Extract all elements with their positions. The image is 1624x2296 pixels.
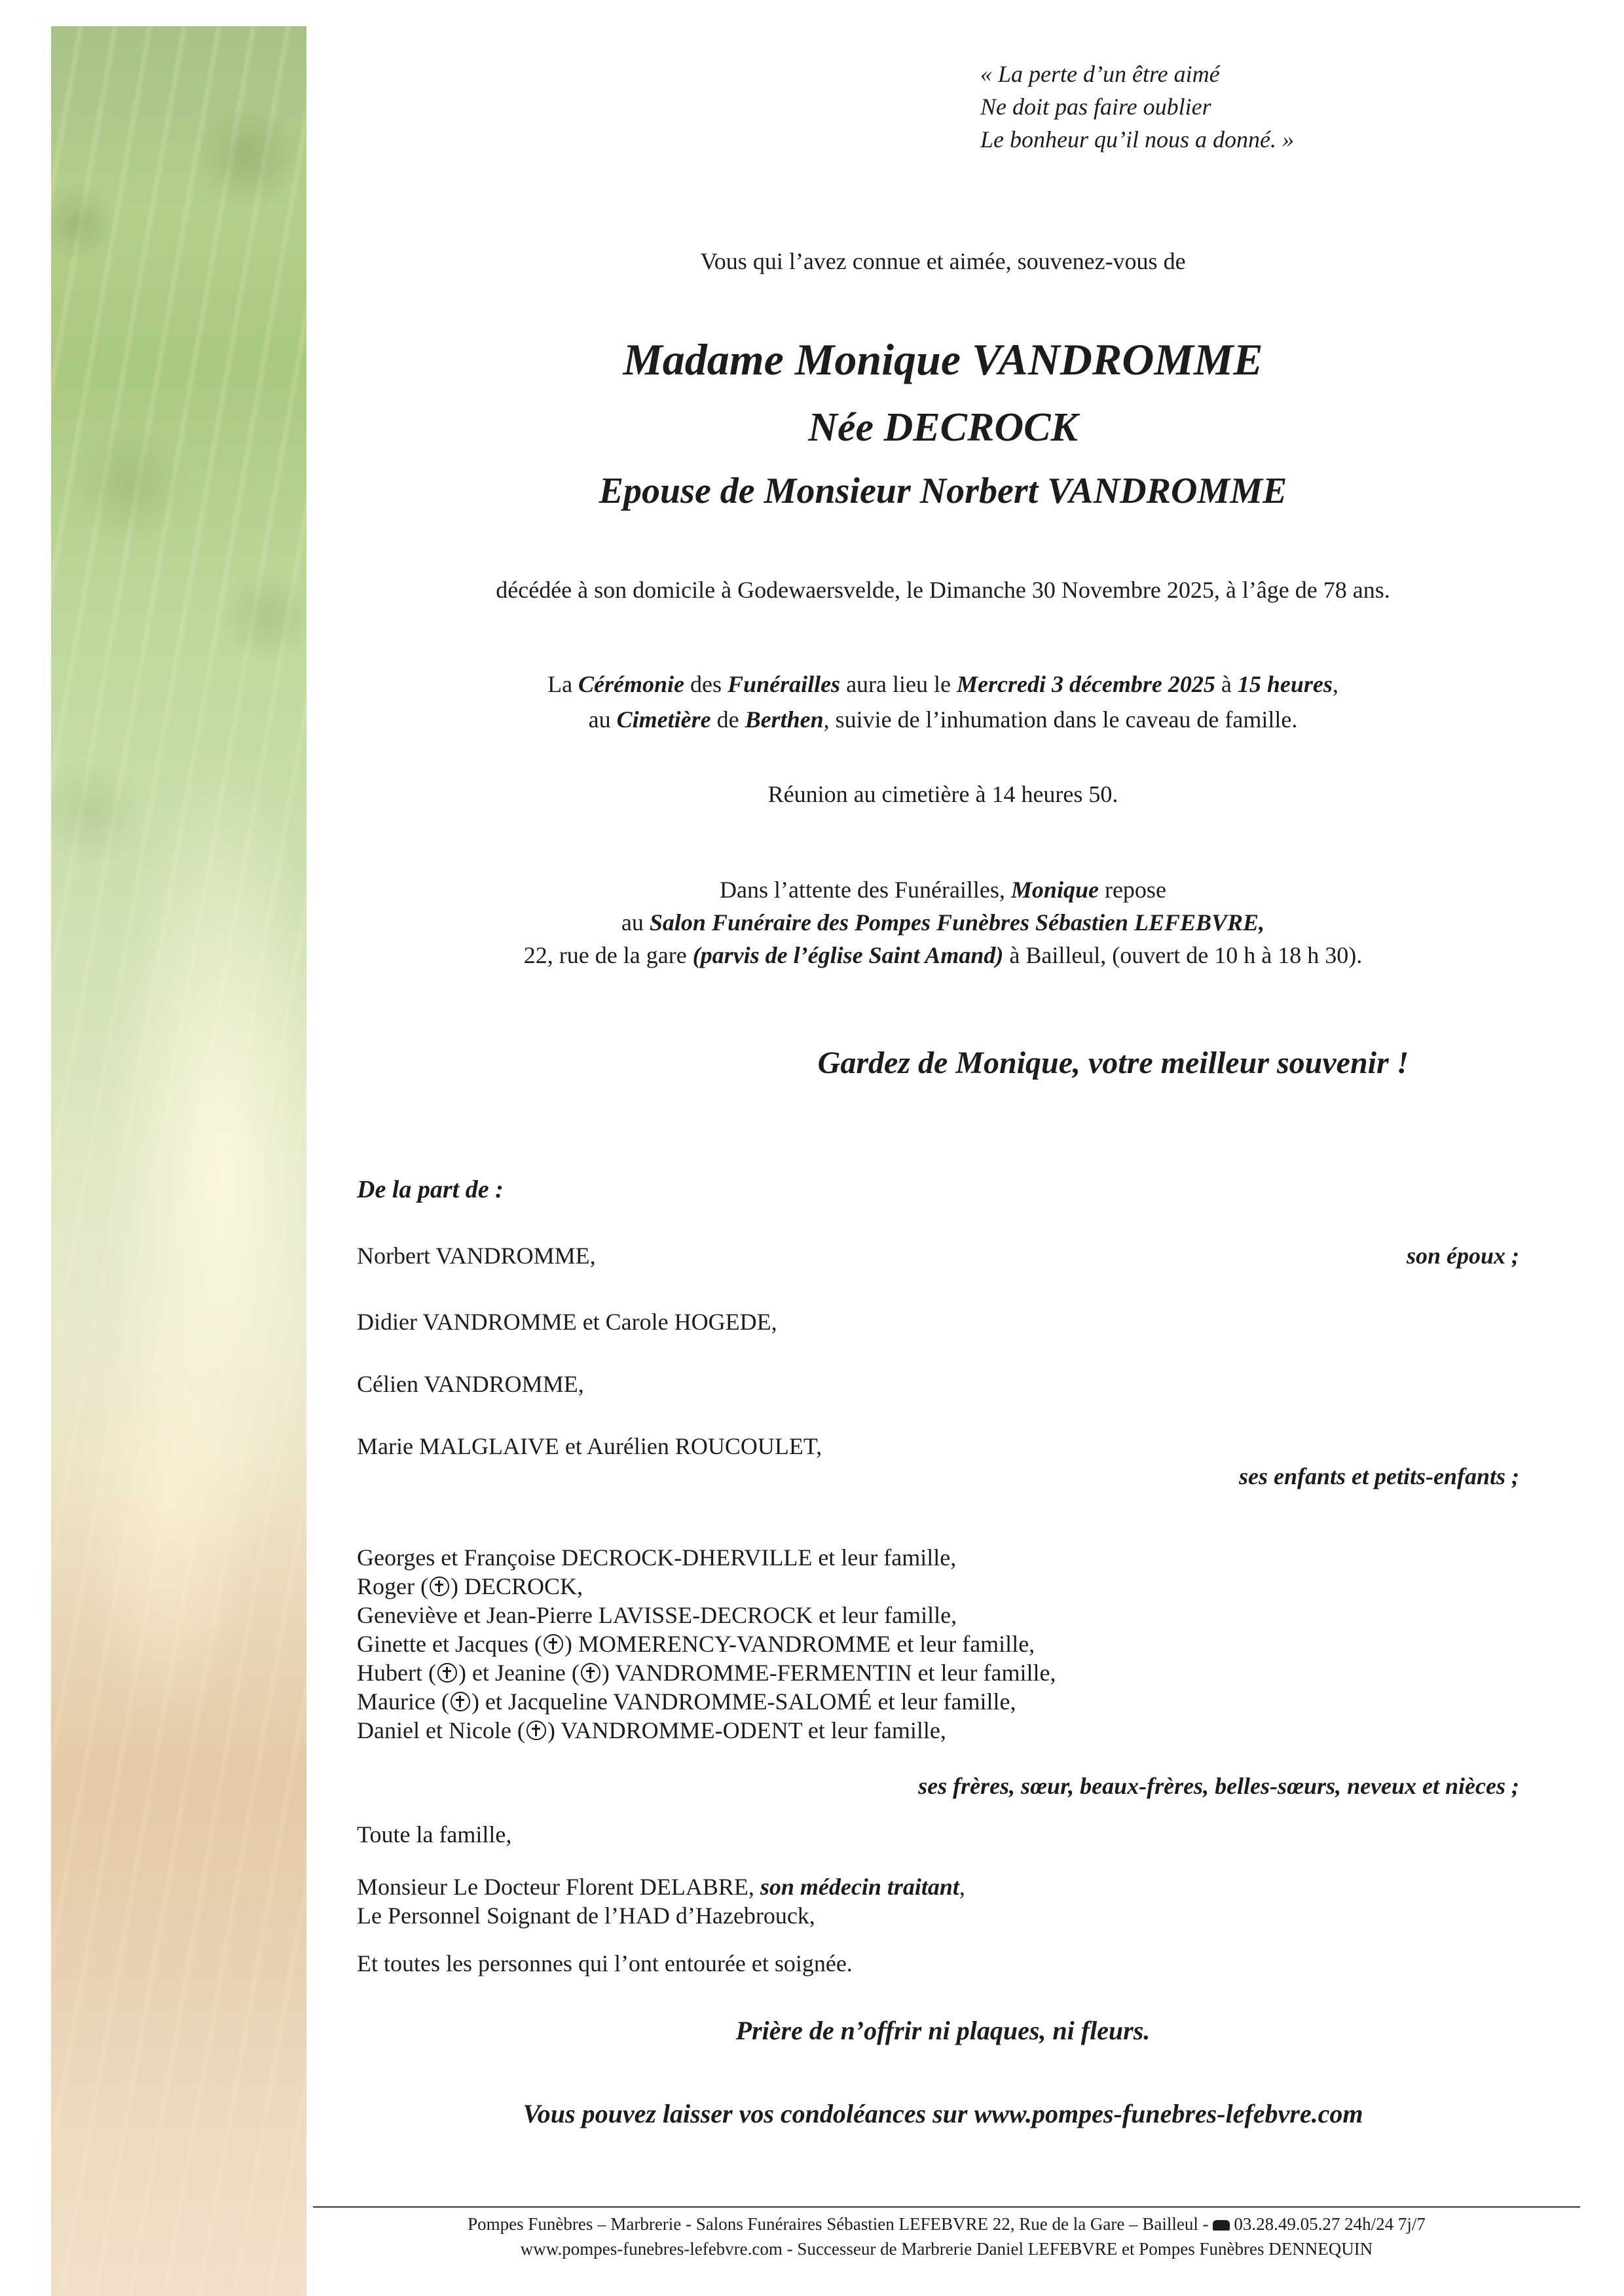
text: à Bailleul, (ouvert de 10 h à 18 h 30). [1003, 942, 1363, 968]
siblings-list [357, 1543, 1056, 1745]
quote-line: Le bonheur qu’il nous a donné. » [980, 126, 1294, 153]
text: Dans l’attente des Funérailles, [720, 877, 1011, 903]
text: au [588, 706, 617, 733]
text: ) et Jacqueline VANDROMME-SALOMÉ et leur famille, [471, 1688, 1016, 1715]
ceremony-place: Berthen [745, 706, 824, 733]
footer-line-1 [313, 2214, 1580, 2234]
text: Ginette et Jacques ( [357, 1631, 542, 1657]
deceased-name: Madame Monique VANDROMME [623, 335, 1263, 384]
footer-text: Pompes Funèbres – Marbrerie - Salons Funéraires Sébastien LEFEBVRE 22, Rue de la Gare – Bailleul - [468, 2214, 1209, 2234]
text: ) VANDROMME-FERMENTIN et leur famille, [601, 1660, 1056, 1686]
phone-icon [1213, 2220, 1230, 2231]
ceremony-time: 15 heures [1237, 671, 1333, 697]
cross-icon [430, 1576, 449, 1596]
text: , [1332, 671, 1338, 697]
relative-celien: Célien VANDROMME, [357, 1371, 584, 1397]
salon-name: Salon Funéraire des Pompes Funèbres Sébastien LEFEBVRE [649, 909, 1259, 936]
relative-norbert: Norbert VANDROMME, [357, 1243, 596, 1269]
ceremony-date: Mercredi 3 décembre 2025 [957, 671, 1215, 697]
text: Maurice ( [357, 1688, 449, 1715]
footer-divider [313, 2206, 1580, 2208]
text: au [621, 909, 650, 936]
footer-line-2: www.pompes-funebres-lefebvre.com - Successeur de Marbrerie Daniel LEFEBVRE et Pompes Funèbres DENNEQUIN [520, 2239, 1373, 2259]
text: , [959, 1874, 965, 1900]
text: , [1259, 909, 1265, 936]
salon-line-1 [327, 873, 1559, 906]
footer-phone: 03.28.49.05.27 24h/24 7j/7 [1229, 2214, 1426, 2234]
relative-didier: Didier VANDROMME et Carole HOGEDE, [357, 1309, 777, 1335]
no-flowers-notice: Prière de n’offrir ni plaques, ni fleurs. [735, 2016, 1151, 2045]
maiden-name: Née DECROCK [808, 405, 1078, 450]
list-item: Geneviève et Jean-Pierre LAVISSE-DECROCK et leur famille, [357, 1602, 957, 1628]
cross-icon [544, 1634, 563, 1654]
salon-line-2 [327, 906, 1559, 939]
text-emphasis: Monique [1010, 877, 1099, 903]
text-emphasis: son médecin traitant [760, 1874, 959, 1900]
cross-icon [581, 1663, 600, 1683]
quote-line: « La perte d’un être aimé [980, 61, 1220, 87]
text: repose [1098, 877, 1166, 903]
cross-icon [437, 1663, 457, 1683]
text: ) VANDROMME-ODENT et leur famille, [547, 1717, 946, 1743]
quote-line: Ne doit pas faire oublier [980, 94, 1211, 120]
doctor-line [357, 1873, 965, 1901]
ceremony-details [327, 666, 1559, 737]
de-la-part-heading: De la part de : [357, 1176, 504, 1203]
entouree-line: Et toutes les personnes qui l’ont entourée et soignée. [357, 1950, 853, 1977]
condolences-notice: Vous pouvez laisser vos condoléances sur www.pompes-funebres-lefebvre.com [523, 2099, 1363, 2128]
text: aura lieu le [840, 671, 957, 697]
text-emphasis: Funérailles [728, 671, 841, 697]
list-item [357, 1716, 1056, 1745]
text-emphasis: Cimetière [616, 706, 711, 733]
cross-icon [451, 1692, 470, 1711]
text-emphasis: Cérémonie [578, 671, 685, 697]
relative-marie: Marie MALGLAIVE et Aurélien ROUCOULET, [357, 1433, 822, 1459]
reunion-time: Réunion au cimetière à 14 heures 50. [767, 781, 1118, 807]
intro-text: Vous qui l’avez connue et aimée, souvenez-vous de [700, 248, 1186, 274]
toute-la-famille: Toute la famille, [357, 1821, 512, 1848]
relation-label: ses frères, sœur, beaux-frères, belles-sœurs, neveux et nièces ; [918, 1773, 1519, 1799]
text: Roger ( [357, 1573, 428, 1599]
forest-photo-strip [51, 26, 306, 2296]
text: des [684, 671, 728, 697]
cross-icon [526, 1721, 546, 1740]
text: , suivie de l’inhumation dans le caveau de famille. [823, 706, 1298, 733]
spouse-line: Epouse de Monsieur Norbert VANDROMME [599, 471, 1287, 511]
list-item [357, 1630, 1056, 1658]
text: Daniel et Nicole ( [357, 1717, 525, 1743]
text: Monsieur Le Docteur Florent DELABRE, [357, 1874, 760, 1900]
memorial-quote [980, 58, 1294, 156]
text: ) et Jeanine ( [458, 1660, 580, 1686]
text-emphasis: (parvis de l’église Saint Amand) [692, 942, 1004, 968]
salon-details [327, 873, 1559, 972]
remembrance-line: Gardez de Monique, votre meilleur souvenir ! [817, 1046, 1409, 1080]
text: ) DECROCK, [450, 1573, 583, 1599]
list-item [357, 1687, 1056, 1716]
text: ) MOMERENCY-VANDROMME et leur famille, [564, 1631, 1035, 1657]
text: La [547, 671, 579, 697]
text: 22, rue de la gare [523, 942, 693, 968]
list-item [357, 1572, 1056, 1601]
ceremony-line-1 [327, 666, 1559, 702]
death-notice: décédée à son domicile à Godewaersvelde, le Dimanche 30 Novembre 2025, à l’âge de 78 ans. [496, 577, 1390, 603]
personnel-line: Le Personnel Soignant de l’HAD d’Hazebrouck, [357, 1903, 815, 1929]
salon-line-3 [327, 939, 1559, 972]
relation-label: son époux ; [1406, 1243, 1519, 1269]
list-item [357, 1658, 1056, 1687]
text: de [710, 706, 745, 733]
relation-label: ses enfants et petits-enfants ; [1239, 1463, 1519, 1489]
ceremony-line-2 [327, 702, 1559, 737]
text: Hubert ( [357, 1660, 436, 1686]
text: à [1215, 671, 1238, 697]
list-item: Georges et Françoise DECROCK-DHERVILLE et leur famille, [357, 1544, 957, 1571]
